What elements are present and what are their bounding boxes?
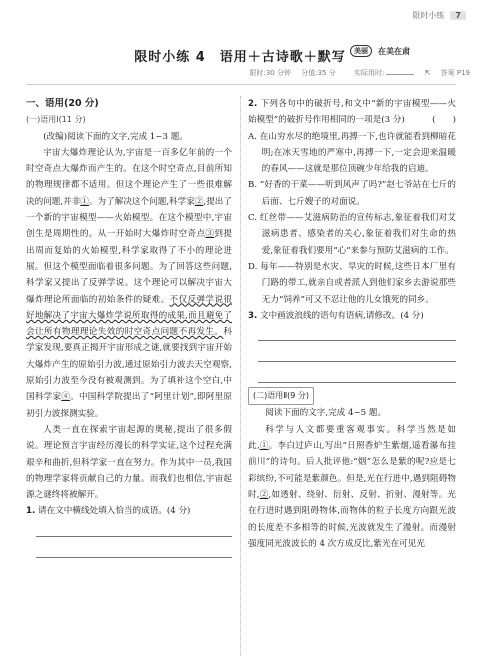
answer-line[interactable] bbox=[258, 366, 456, 383]
column-divider bbox=[240, 96, 241, 656]
time-limit: 限时:30 分钟 bbox=[249, 69, 291, 77]
wavy-sentence: 不仅反弹学说很好地解决了宇宙大爆炸学说所取得的成果,而且避免了会让所有物理理论失效的时空奇点问题不再发生。 bbox=[26, 294, 232, 338]
header-section: 限时小练 bbox=[412, 11, 445, 20]
page-number: 7 bbox=[450, 11, 466, 20]
passage-paragraph: 科学与人文都要重客观事实。科学当然是如此,①。李白过庐山,写出“日照香炉生紫烟,遥看瀑布挂前川”的诗句。后人批评他:“烟”怎么是紫的呢?应是七彩缤纷,不可能是紫颜色。但是,光在行进中,遇到阻碍物时,②,如透射、绕射、衍射、反射、折射、漫射等。光在行进时遇到阻碍物体,而物体的粒子长度方向跟光波的长度差不多相等的时候,光波就发生了漫射。而漫射强度同光波波长的 4 次方成反比,紫光在可见光 bbox=[248, 424, 457, 549]
seal-icon: 美丽 bbox=[350, 45, 372, 57]
option-b[interactable]: B. “好香的干菜——听到风声了吗?”赵七爷站在七斤的后面、七斤嫂子的对面说。 bbox=[248, 180, 456, 207]
section-title: 一、语用(20 分) bbox=[26, 98, 99, 109]
answer-paren[interactable]: ( ) bbox=[432, 115, 456, 126]
answer-line[interactable] bbox=[36, 541, 232, 558]
option-d[interactable]: D. 每年——特别是水灾、旱灾的时候,这些日本厂里有门路的带工,就亲自或者派人到他们家乡去游说那些无力“饲养”可又不忍让他的儿女饿死的同乡。 bbox=[248, 261, 456, 305]
meta-row bbox=[0, 68, 470, 78]
actual-time: 实际用时: bbox=[346, 69, 414, 77]
option-a[interactable]: A. 在山穷水尽的绝境里,再搏一下,也许就能看到柳暗花明;在冰天雪地的严寒中,再搏一下,一定会迎来温暖的春风——这就是那位顶碗少年给我的启迪。 bbox=[248, 131, 456, 175]
question-1: 1. 请在文中横线处填入恰当的成语。(4 分) bbox=[26, 506, 191, 517]
page-header bbox=[412, 10, 466, 21]
sub-section-title: (二)语用Ⅱ(9 分) bbox=[248, 387, 314, 405]
sub-section-title: (一)语用Ⅰ(11 分) bbox=[26, 115, 86, 125]
right-column bbox=[248, 96, 456, 552]
passage-paragraph: 宇宙大爆炸理论认为,宇宙是一百多亿年前的一个时空奇点大爆炸而产生的。在这个时空奇点,目前所知的物理规律都不适用。但这个理论产生了一些很难解决的问题,并非①。为了解决这个问题,科学家②,提出了一个新的宇宙模型——火始模型。在这个模型中,宇宙创生是周期性的。从一开始时大爆炸时空奇点③到提出周而复始的火始模型,科学家取得了不小的理论进展。但这个模型面临着很多问题。为了回答这些问题,科学家又提出了反弹学说。这个理论可以解决宇宙大爆炸理论所面临的初始条件的疑难。不仅反弹学说很好地解决了宇宙大爆炸学说所取得的成果,而且避免了会让所有物理理论失效的时空奇点问题不再发生。科学家发现,要真正揭开宇宙形成之谜,就要找到宇宙开始大爆炸产生的原始引力波,通过原始引力波去天空观察,原始引力波至今没有被观测到。为了填补这个空白,中国科学家④。中国科学院提出了“阿里计划”,即阿里原初引力波探测实验。 bbox=[26, 147, 232, 419]
passage-paragraph: 人类一直在探索宇宙起源的奥秘,提出了很多假说。理论预言宇宙经历漫长的科学实证,这个过程充满艰辛和曲折,但科学家一直在努力。作为其中一员,我国的物理学家将贡献自己的力量。而我们也相信,宇宙起源之谜终将被解开。 bbox=[26, 424, 232, 501]
question-3: 3. 文中画波浪线的语句有语病,请修改。(4 分) bbox=[248, 310, 424, 321]
stamp-text: 在美在肃 bbox=[378, 45, 410, 56]
left-column bbox=[26, 96, 232, 562]
stamp bbox=[350, 45, 410, 57]
instruction: 阅读下面的文字,完成 4~5 题。 bbox=[265, 408, 387, 419]
answer-line[interactable] bbox=[258, 345, 456, 362]
page-title: 限时小练 4 语用＋古诗歌＋默写 bbox=[134, 50, 346, 65]
header-divider bbox=[26, 84, 456, 85]
option-c[interactable]: C. 红丝带——艾滋病防治的宣传标志,象征着我们对艾滋病患者、感染者的关心,象征着我们对生命的热爱,象征着我们要用“心”来参与预防艾滋病的工作。 bbox=[248, 213, 456, 256]
answer-line[interactable] bbox=[36, 520, 232, 537]
answer-line[interactable] bbox=[258, 324, 456, 341]
score: 分值:35 分 bbox=[301, 69, 336, 77]
instruction: (改编)阅读下面的文字,完成 1~3 题。 bbox=[43, 131, 188, 142]
answer-ref: ⇱ 答案 P19 bbox=[424, 69, 470, 77]
question-2: 2. 下列各句中的破折号,和文中“新的宇宙模型——火始模型”的破折号作用相同的一项是(3 分) ( ) bbox=[248, 96, 456, 129]
